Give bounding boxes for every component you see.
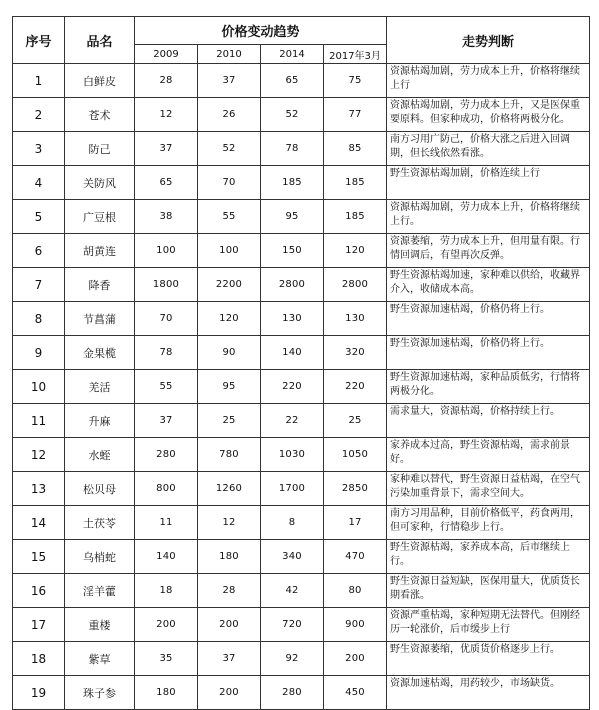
table-row xyxy=(13,506,590,540)
row-price: 85 xyxy=(324,132,387,166)
row-price: 1800 xyxy=(135,268,198,302)
row-price: 55 xyxy=(135,370,198,404)
row-price: 100 xyxy=(198,234,261,268)
row-price: 185 xyxy=(324,200,387,234)
row-price: 120 xyxy=(198,302,261,336)
row-price: 120 xyxy=(324,234,387,268)
row-price: 1700 xyxy=(261,472,324,506)
table-header xyxy=(13,17,590,64)
row-name: 广豆根 xyxy=(65,200,135,234)
row-seq: 15 xyxy=(13,540,65,574)
row-seq: 5 xyxy=(13,200,65,234)
row-price: 78 xyxy=(261,132,324,166)
row-seq: 9 xyxy=(13,336,65,370)
row-price: 2850 xyxy=(324,472,387,506)
row-price: 11 xyxy=(135,506,198,540)
row-price: 90 xyxy=(198,336,261,370)
row-name: 淫羊藿 xyxy=(65,574,135,608)
table-row xyxy=(13,472,590,506)
row-name: 降香 xyxy=(65,268,135,302)
row-price: 130 xyxy=(261,302,324,336)
row-price: 140 xyxy=(261,336,324,370)
row-price: 200 xyxy=(198,676,261,710)
row-price: 200 xyxy=(324,642,387,676)
row-seq: 13 xyxy=(13,472,65,506)
row-judgment: 野生资源日益短缺，医保用量大，优质货长期看涨。 xyxy=(387,574,590,608)
table-row xyxy=(13,200,590,234)
row-name: 乌梢蛇 xyxy=(65,540,135,574)
row-judgment: 资源加速枯竭，用药较少，市场缺货。 xyxy=(387,676,590,710)
row-price: 1260 xyxy=(198,472,261,506)
row-seq: 1 xyxy=(13,64,65,98)
table-row xyxy=(13,132,590,166)
row-price: 720 xyxy=(261,608,324,642)
table-row xyxy=(13,574,590,608)
table-row xyxy=(13,608,590,642)
row-price: 340 xyxy=(261,540,324,574)
row-judgment: 资源萎缩，劳力成本上升，但用量有限。行情回调后，有望再次反弹。 xyxy=(387,234,590,268)
row-name: 防己 xyxy=(65,132,135,166)
row-seq: 18 xyxy=(13,642,65,676)
row-price: 180 xyxy=(135,676,198,710)
row-judgment: 野生资源枯竭加速，家种难以供给，收藏界介入，收储成本高。 xyxy=(387,268,590,302)
table-row xyxy=(13,302,590,336)
row-name: 重楼 xyxy=(65,608,135,642)
row-seq: 7 xyxy=(13,268,65,302)
table-row xyxy=(13,676,590,710)
row-price: 220 xyxy=(324,370,387,404)
row-seq: 6 xyxy=(13,234,65,268)
row-seq: 19 xyxy=(13,676,65,710)
row-price: 95 xyxy=(198,370,261,404)
row-price: 12 xyxy=(198,506,261,540)
table-row xyxy=(13,234,590,268)
row-price: 28 xyxy=(198,574,261,608)
row-seq: 11 xyxy=(13,404,65,438)
row-price: 150 xyxy=(261,234,324,268)
row-seq: 14 xyxy=(13,506,65,540)
row-judgment: 南方习用品种，目前价格低平，药食两用，但可家种，行情稳步上行。 xyxy=(387,506,590,540)
row-price: 55 xyxy=(198,200,261,234)
row-judgment: 需求量大，资源枯竭，价格持续上行。 xyxy=(387,404,590,438)
row-name: 松贝母 xyxy=(65,472,135,506)
table-row xyxy=(13,64,590,98)
row-price: 800 xyxy=(135,472,198,506)
row-judgment: 家养成本过高，野生资源枯竭，需求前景好。 xyxy=(387,438,590,472)
row-price: 38 xyxy=(135,200,198,234)
row-judgment: 资源严重枯竭，家种短期无法替代。但刚经历一轮涨价，后市缓步上行 xyxy=(387,608,590,642)
row-name: 金果榄 xyxy=(65,336,135,370)
row-seq: 8 xyxy=(13,302,65,336)
row-price: 35 xyxy=(135,642,198,676)
row-seq: 3 xyxy=(13,132,65,166)
row-price: 70 xyxy=(135,302,198,336)
row-price: 70 xyxy=(198,166,261,200)
header-year: 2014 xyxy=(261,45,324,64)
row-price: 450 xyxy=(324,676,387,710)
row-price: 130 xyxy=(324,302,387,336)
row-name: 羌活 xyxy=(65,370,135,404)
row-judgment: 家种难以替代，野生资源日益枯竭，在空气污染加重背景下，需求空间大。 xyxy=(387,472,590,506)
row-price: 185 xyxy=(261,166,324,200)
row-price: 80 xyxy=(324,574,387,608)
row-price: 18 xyxy=(135,574,198,608)
row-judgment: 资源枯竭加剧，劳力成本上升，价格将继续上行 xyxy=(387,64,590,98)
row-price: 2800 xyxy=(261,268,324,302)
row-price: 1030 xyxy=(261,438,324,472)
row-price: 185 xyxy=(324,166,387,200)
table-body xyxy=(13,64,590,710)
table-row xyxy=(13,336,590,370)
row-price: 37 xyxy=(198,64,261,98)
row-price: 77 xyxy=(324,98,387,132)
header-year: 2010 xyxy=(198,45,261,64)
row-judgment: 资源枯竭加剧，劳力成本上升，又是医保重要原料。但家种成功，价格将两极分化。 xyxy=(387,98,590,132)
row-price: 280 xyxy=(135,438,198,472)
row-judgment: 野生资源枯竭加剧，价格连续上行 xyxy=(387,166,590,200)
row-price: 200 xyxy=(135,608,198,642)
row-name: 土茯苓 xyxy=(65,506,135,540)
row-price: 42 xyxy=(261,574,324,608)
row-judgment: 野生资源枯竭，家养成本高，后市继续上行。 xyxy=(387,540,590,574)
row-seq: 12 xyxy=(13,438,65,472)
row-price: 280 xyxy=(261,676,324,710)
row-price: 12 xyxy=(135,98,198,132)
row-price: 25 xyxy=(198,404,261,438)
row-price: 95 xyxy=(261,200,324,234)
header-judgment: 走势判断 xyxy=(387,17,590,64)
row-price: 26 xyxy=(198,98,261,132)
row-price: 37 xyxy=(135,404,198,438)
header-seq: 序号 xyxy=(13,17,65,64)
header-year: 2017年3月 xyxy=(324,45,387,64)
row-judgment: 野生资源加速枯竭，家种品质低劣，行情将两极分化。 xyxy=(387,370,590,404)
row-price: 78 xyxy=(135,336,198,370)
row-name: 珠子参 xyxy=(65,676,135,710)
row-price: 22 xyxy=(261,404,324,438)
row-price: 8 xyxy=(261,506,324,540)
table-row xyxy=(13,166,590,200)
row-price: 1050 xyxy=(324,438,387,472)
row-price: 92 xyxy=(261,642,324,676)
table-row xyxy=(13,98,590,132)
table-row xyxy=(13,404,590,438)
row-price: 17 xyxy=(324,506,387,540)
row-price: 2200 xyxy=(198,268,261,302)
row-price: 52 xyxy=(198,132,261,166)
header-year: 2009 xyxy=(135,45,198,64)
price-trend-table xyxy=(12,16,590,710)
header-price-trend: 价格变动趋势 xyxy=(135,17,387,45)
row-name: 苍术 xyxy=(65,98,135,132)
row-seq: 4 xyxy=(13,166,65,200)
row-judgment: 野生资源萎缩，优质货价格逐步上行。 xyxy=(387,642,590,676)
row-price: 100 xyxy=(135,234,198,268)
row-price: 37 xyxy=(198,642,261,676)
row-price: 140 xyxy=(135,540,198,574)
row-judgment: 资源枯竭加剧，劳力成本上升，价格将继续上行。 xyxy=(387,200,590,234)
row-judgment: 野生资源加速枯竭，价格仍将上行。 xyxy=(387,302,590,336)
row-seq: 16 xyxy=(13,574,65,608)
row-price: 180 xyxy=(198,540,261,574)
row-price: 900 xyxy=(324,608,387,642)
row-price: 220 xyxy=(261,370,324,404)
row-price: 65 xyxy=(261,64,324,98)
table-row xyxy=(13,642,590,676)
table-row xyxy=(13,438,590,472)
row-price: 25 xyxy=(324,404,387,438)
row-name: 关防风 xyxy=(65,166,135,200)
row-name: 胡黄连 xyxy=(65,234,135,268)
row-seq: 10 xyxy=(13,370,65,404)
row-judgment: 南方习用广防己，价格大涨之后进入回调期，但长线依然看涨。 xyxy=(387,132,590,166)
table-row xyxy=(13,540,590,574)
row-name: 节菖蒲 xyxy=(65,302,135,336)
row-price: 470 xyxy=(324,540,387,574)
row-seq: 2 xyxy=(13,98,65,132)
row-name: 升麻 xyxy=(65,404,135,438)
row-price: 200 xyxy=(198,608,261,642)
row-price: 780 xyxy=(198,438,261,472)
row-price: 75 xyxy=(324,64,387,98)
row-price: 320 xyxy=(324,336,387,370)
row-price: 52 xyxy=(261,98,324,132)
row-price: 65 xyxy=(135,166,198,200)
row-name: 白鲜皮 xyxy=(65,64,135,98)
header-name: 品名 xyxy=(65,17,135,64)
row-seq: 17 xyxy=(13,608,65,642)
row-name: 水蛭 xyxy=(65,438,135,472)
row-price: 37 xyxy=(135,132,198,166)
row-judgment: 野生资源加速枯竭，价格仍将上行。 xyxy=(387,336,590,370)
table-row xyxy=(13,268,590,302)
row-price: 2800 xyxy=(324,268,387,302)
row-name: 紫草 xyxy=(65,642,135,676)
table-row xyxy=(13,370,590,404)
row-price: 28 xyxy=(135,64,198,98)
